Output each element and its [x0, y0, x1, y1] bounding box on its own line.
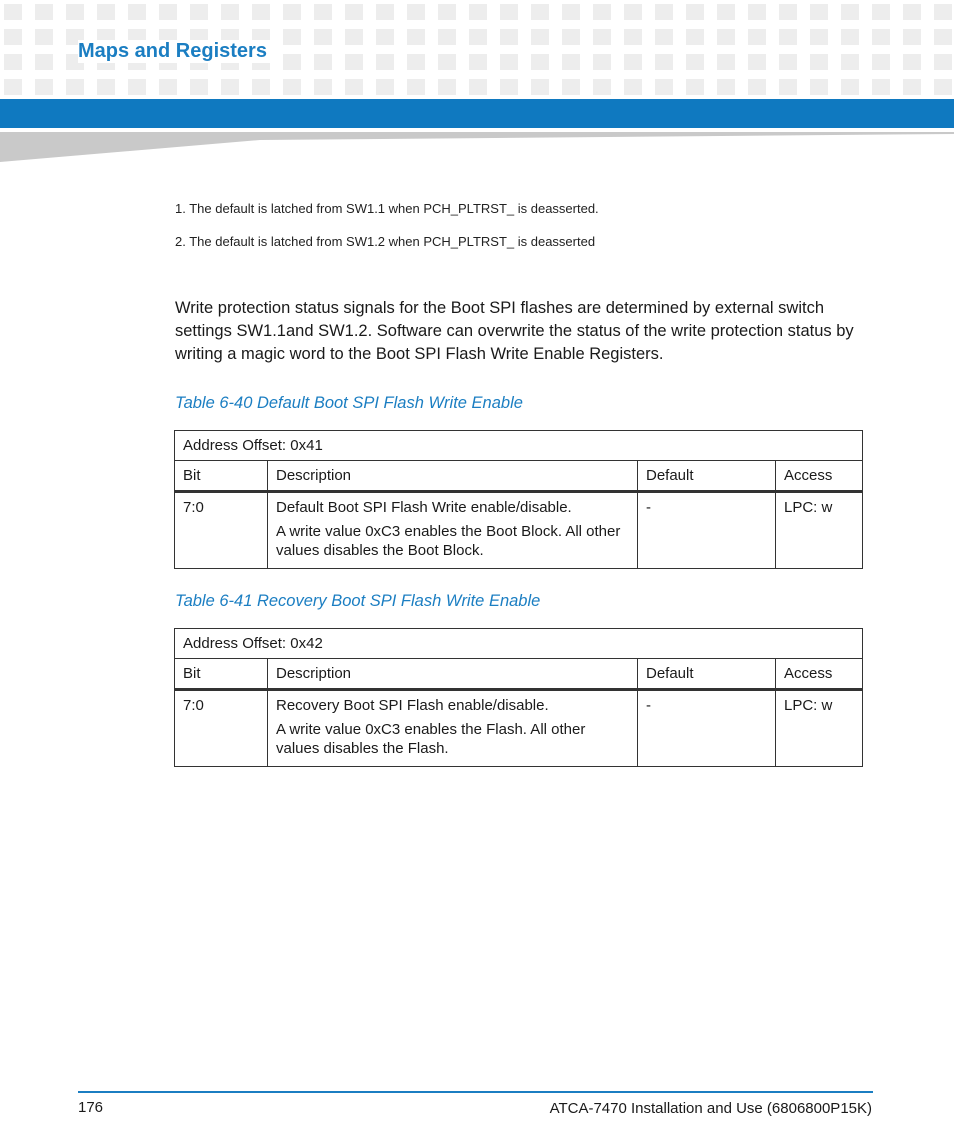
body-paragraph: Write protection status signals for the Boot SPI flashes are determined by external switch settings SW1.1and SW1.2. Software can overwrite the status of the write protection status by writing a magic word to the Boot SPI Flash Write Enable Registers.: [175, 299, 854, 363]
column-header-description: Description: [268, 659, 638, 690]
cell-access: LPC: w: [776, 690, 863, 767]
register-table: [174, 628, 863, 767]
cell-description: [268, 690, 638, 767]
address-offset: Address Offset: 0x41: [175, 431, 863, 461]
description-detail: A write value 0xC3 enables the Boot Block. All other values disables the Boot Block.: [276, 523, 621, 559]
table-caption: Table 6-40 Default Boot SPI Flash Write Enable: [175, 394, 523, 412]
table-row: [175, 492, 863, 569]
address-row: [175, 629, 863, 659]
table-header-row: [175, 461, 863, 492]
cell-default: -: [638, 492, 776, 569]
description-detail: A write value 0xC3 enables the Flash. All other values disables the Flash.: [276, 721, 586, 757]
column-header-default: Default: [638, 461, 776, 492]
description-text: Recovery Boot SPI Flash enable/disable.: [276, 697, 549, 714]
table-caption: Table 6-41 Recovery Boot SPI Flash Write Enable: [175, 592, 541, 610]
cell-description: [268, 492, 638, 569]
section-title: Maps and Registers: [78, 40, 271, 63]
description-text: Default Boot SPI Flash Write enable/disable.: [276, 499, 572, 516]
column-header-default: Default: [638, 659, 776, 690]
cell-bit: 7:0: [175, 690, 268, 767]
footer-rule: [78, 1091, 873, 1093]
column-header-bit: Bit: [175, 659, 268, 690]
table-header-row: [175, 659, 863, 690]
register-table: [174, 430, 863, 569]
column-header-description: Description: [268, 461, 638, 492]
header-gray-swoosh: [0, 128, 954, 168]
table-row: [175, 690, 863, 767]
cell-default: -: [638, 690, 776, 767]
column-header-access: Access: [776, 461, 863, 492]
footnote-1: 1. The default is latched from SW1.1 when PCH_PLTRST_ is deasserted.: [175, 201, 599, 216]
cell-bit: 7:0: [175, 492, 268, 569]
column-header-access: Access: [776, 659, 863, 690]
address-row: [175, 431, 863, 461]
document-title: ATCA-7470 Installation and Use (6806800P15K): [549, 1100, 872, 1117]
page-number: 176: [78, 1099, 104, 1116]
cell-access: LPC: w: [776, 492, 863, 569]
footnote-2: 2. The default is latched from SW1.2 when PCH_PLTRST_ is deasserted: [175, 234, 596, 249]
header-blue-bar: [0, 99, 954, 128]
address-offset: Address Offset: 0x42: [175, 629, 863, 659]
column-header-bit: Bit: [175, 461, 268, 492]
